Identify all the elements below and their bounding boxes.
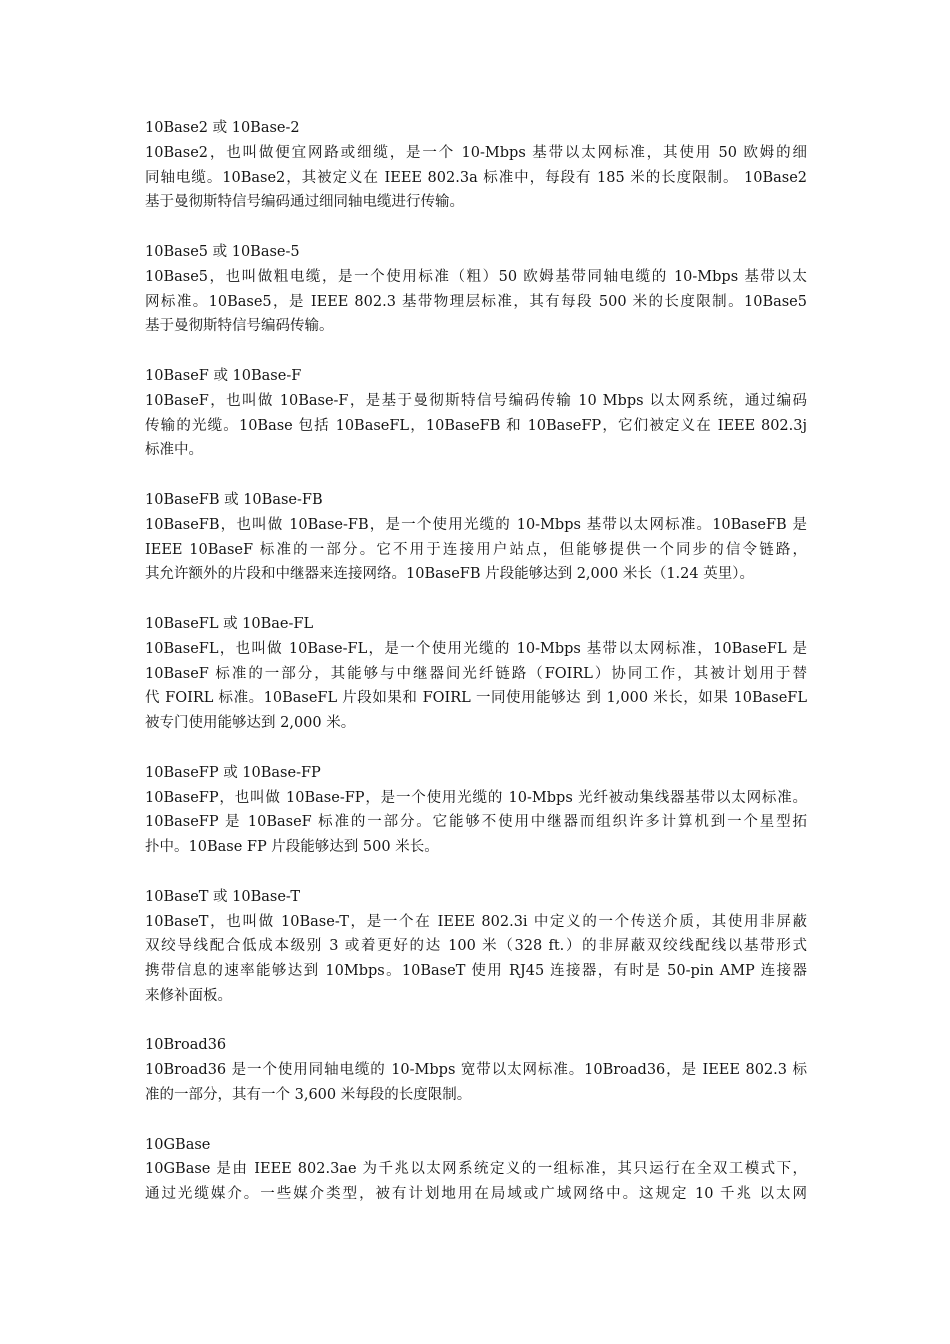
paragraph-line: 10BaseFP，也叫做 10Base-FP，是一个使用光缆的 10-Mbps 光纤被动集线器基带以太网标准。 xyxy=(145,789,807,806)
document-page xyxy=(145,116,807,1232)
section-10broad36 xyxy=(145,1033,807,1107)
section-heading: 10GBase xyxy=(145,1136,211,1153)
section-heading: 10BaseT 或 10Base-T xyxy=(145,888,300,905)
paragraph-line: 其允许额外的片段和中继器来连接网络。10BaseFB 片段能够达到 2,000 米长（1.24 英里）。 xyxy=(145,566,754,583)
section-heading: 10BaseFB 或 10Base-FB xyxy=(145,491,323,508)
paragraph-line: 10BaseFP 是 10BaseF 标准的一部分。它能够不使用中继器而组织许多计算机到一个星型拓 xyxy=(145,814,807,831)
paragraph-line: IEEE 10BaseF 标准的一部分。它不用于连接用户站点，但能够提供一个同步的信令链路， xyxy=(145,541,807,558)
paragraph-line: 基于曼彻斯特信号编码通过细同轴电缆进行传输。 xyxy=(145,194,464,211)
section-10gbase xyxy=(145,1133,807,1207)
paragraph-line: 被专门使用能够达到 2,000 米。 xyxy=(145,715,356,732)
section-heading: 10Base2 或 10Base-2 xyxy=(145,120,300,136)
paragraph-line: 10GBase 是由 IEEE 802.3ae 为千兆以太网系统定义的一组标准，其只运行在全双工模式下， xyxy=(145,1161,807,1178)
paragraph-line: 来修补面板。 xyxy=(145,987,232,1004)
section-heading: 10BaseFL 或 10Bae-FL xyxy=(145,615,314,632)
section-10basefp xyxy=(145,761,807,860)
paragraph-line: 扑中。10Base FP 片段能够达到 500 米长。 xyxy=(145,839,439,856)
paragraph-line: 10BaseFL，也叫做 10Base-FL，是一个使用光缆的 10-Mbps 基带以太网标准，10BaseFL 是 xyxy=(145,640,807,657)
paragraph-line: 准的一部分，其有一个 3,600 米每段的长度限制。 xyxy=(145,1087,472,1104)
section-10basef xyxy=(145,364,807,463)
section-10basefb xyxy=(145,488,807,587)
section-heading: 10Broad36 xyxy=(145,1037,227,1054)
paragraph-line: 传输的光缆。10Base 包括 10BaseFL，10BaseFB 和 10BaseFP，它们被定义在 IEEE 802.3j xyxy=(145,417,807,434)
paragraph-line: 基于曼彻斯特信号编码传输。 xyxy=(145,318,334,335)
paragraph-line: 10Base5，也叫做粗电缆，是一个使用标准（粗）50 欧姆基带同轴电缆的 10-Mbps 基带以太 xyxy=(145,268,807,285)
paragraph-line: 10BaseF 标准的一部分，其能够与中继器间光纤链路（FOIRL）协同工作，其被计划用于替 xyxy=(145,665,807,682)
paragraph-line: 10BaseF，也叫做 10Base-F，是基于曼彻斯特信号编码传输 10 Mbps 以太网系统，通过编码 xyxy=(145,392,807,409)
paragraph-line: 10BaseFB，也叫做 10Base-FB，是一个使用光缆的 10-Mbps 基带以太网标准。10BaseFB 是 xyxy=(145,516,807,533)
section-10basefl xyxy=(145,612,807,736)
paragraph-line: 双绞导线配合低成本级别 3 或着更好的达 100 米（328 ft.）的非屏蔽双绞线配线以基带形式 xyxy=(145,938,807,955)
section-heading: 10BaseF 或 10Base-F xyxy=(145,367,302,384)
paragraph-line: 代 FOIRL 标准。10BaseFL 片段如果和 FOIRL 一同使用能够达 到 1,000 米长，如果 10BaseFL xyxy=(145,690,807,707)
section-10base5 xyxy=(145,240,807,339)
paragraph-line: 通过光缆媒介。一些媒介类型，被有计划地用在局域或广域网络中。这规定 10 千兆 以太网 xyxy=(145,1186,807,1203)
paragraph-line: 10BaseT，也叫做 10Base-T，是一个在 IEEE 802.3i 中定义的一个传送介质，其使用非屏蔽 xyxy=(145,913,807,930)
paragraph-line: 携带信息的速率能够达到 10Mbps。10BaseT 使用 RJ45 连接器，有时是 50-pin AMP 连接器 xyxy=(145,963,807,980)
paragraph-line: 标准中。 xyxy=(145,442,203,459)
paragraph-line: 10Base2，也叫做便宜网路或细缆，是一个 10-Mbps 基带以太网标准，其使用 50 欧姆的细 xyxy=(145,144,807,161)
section-heading: 10Base5 或 10Base-5 xyxy=(145,243,300,260)
paragraph-line: 10Broad36 是一个使用同轴电缆的 10-Mbps 宽带以太网标准。10Broad36，是 IEEE 802.3 标 xyxy=(145,1062,807,1079)
paragraph-line: 网标准。10Base5，是 IEEE 802.3 基带物理层标准，其有每段 500 米的长度限制。10Base5 xyxy=(145,293,807,310)
section-10baset xyxy=(145,885,807,1009)
section-heading: 10BaseFP 或 10Base-FP xyxy=(145,764,321,781)
section-10base2 xyxy=(145,116,807,215)
paragraph-line: 同轴电缆。10Base2，其被定义在 IEEE 802.3a 标准中，每段有 185 米的长度限制。 10Base2 xyxy=(145,169,807,186)
